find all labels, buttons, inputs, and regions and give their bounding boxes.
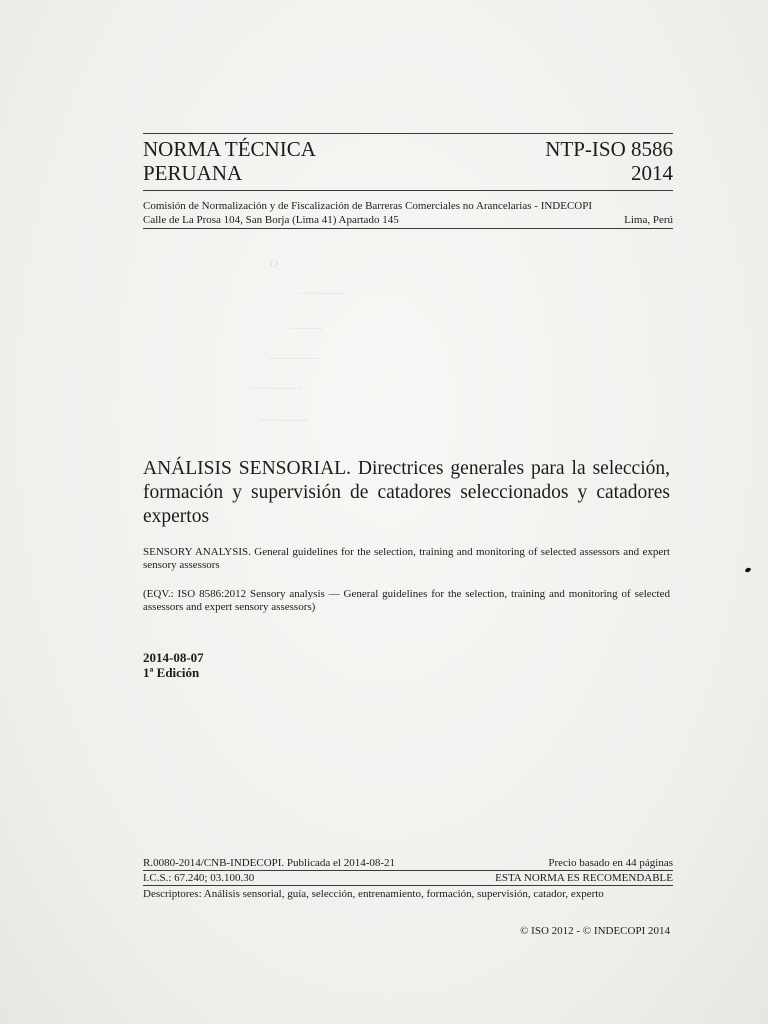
footer-row-1 xyxy=(143,857,673,869)
document-title-spanish: ANÁLISIS SENSORIAL. Directrices generales para la selección, formación y supervisión de catadores seleccionados y catadores expertos xyxy=(143,458,670,527)
header-bottom-rule xyxy=(143,228,673,229)
document-title-english: SENSORY ANALYSIS. General guidelines for the selection, training and monitoring of selected assessors and expert sensory assessors xyxy=(143,546,670,571)
ink-speck xyxy=(744,567,751,573)
ics-text: I.C.S.: 67.240; 03.100.30 xyxy=(143,872,255,884)
commission-text: Comisión de Normalización y de Fiscalización de Barreras Comerciales no Arancelarias - INDECOPI xyxy=(143,200,593,212)
recommendation-text: ESTA NORMA ES RECOMENDABLE xyxy=(495,872,673,884)
norma-line1: NORMA TÉCNICA xyxy=(143,137,316,161)
descriptors-text: Descriptores: Análisis sensorial, guía, selección, entrenamiento, formación, supervisión, catador, experto xyxy=(143,888,604,900)
footer-rule-2 xyxy=(143,885,673,886)
norma-line2: PERUANA xyxy=(143,161,243,185)
equivalence-note: (EQV.: ISO 8586:2012 Sensory analysis — General guidelines for the selection, training and monitoring of selected assessors and expert sensory assessors) xyxy=(143,588,670,613)
city-text: Lima, Perú xyxy=(624,214,673,226)
standard-year: 2014 xyxy=(631,161,673,185)
resolution-text: R.0080-2014/CNB-INDECOPI. Publicada el 2014-08-21 xyxy=(143,857,396,869)
price-text: Precio basado en 44 páginas xyxy=(548,857,673,869)
edition-date: 2014-08-07 xyxy=(143,650,204,665)
header-top-rule xyxy=(143,133,673,134)
header-mid-rule xyxy=(143,190,673,191)
address-text: Calle de La Prosa 104, San Borja (Lima 41) Apartado 145 xyxy=(143,214,399,226)
footer-row-2 xyxy=(143,872,673,884)
footer-rule-1 xyxy=(143,870,673,871)
copyright-text: © ISO 2012 - © INDECOPI 2014 xyxy=(520,925,670,937)
standard-code: NTP-ISO 8586 xyxy=(545,137,673,161)
document-page: O ................ ............ .................. ................... .................. NORMA TÉCNICA PERUANA NTP-ISO 8586 2014 Comisión de Normalización y de Fiscalización de Barreras Comerciales no Arancelarias - INDECOPI Calle de La Prosa 104, San Borja (Lima 41) Apartado 145 Lima, Perú ANÁLISIS SENSORIAL. Directrices generales para la selección, formación y supervisión de catadores seleccionados y catadores expertos SENSORY ANALYSIS. General guidelines for the selection, training and monitoring of selected assessors and expert sensory assessors (EQV.: ISO 8586:2012 Sensory analysis — General guidelines for the selection, training and monitoring of selected assessors and expert sensory assessors) 2014-08-07 1ª Edición R.0080-2014/CNB-INDECOPI. Publicada el 2014-08-21 Precio basado en 44 páginas I.C.S.: 67.240; 03.100.30 ESTA NORMA ES RECOMENDABLE Descriptores: Análisis sensorial, guía, selección, entrenamiento, formación, supervisión, catador, experto © ISO 2012 - © INDECOPI 2014 xyxy=(0,0,768,1024)
edition-number: 1ª Edición xyxy=(143,665,200,680)
